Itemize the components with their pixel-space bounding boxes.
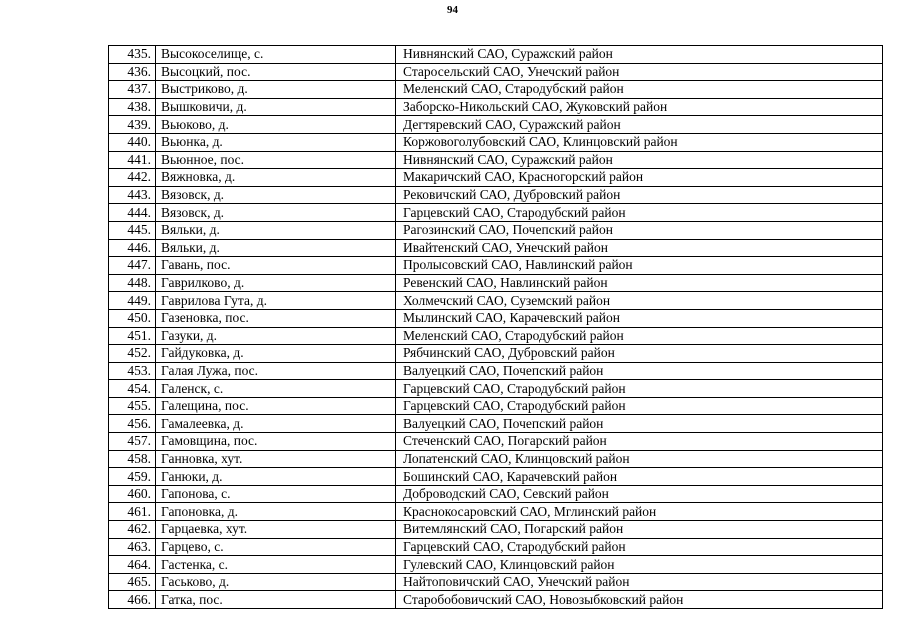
row-number: 456. — [109, 415, 156, 433]
row-number: 464. — [109, 556, 156, 574]
row-number: 466. — [109, 591, 156, 609]
settlement-name: Галещина, пос. — [156, 397, 396, 415]
page-number: 94 — [447, 4, 458, 16]
table-row — [109, 362, 883, 380]
administrative-unit: Гарцевский САО, Стародубский район — [396, 538, 883, 556]
row-number: 447. — [109, 257, 156, 275]
row-number: 457. — [109, 433, 156, 451]
settlement-name: Высокоселище, с. — [156, 46, 396, 64]
administrative-unit: Рябчинский САО, Дубровский район — [396, 345, 883, 363]
settlement-name: Гайдуковка, д. — [156, 345, 396, 363]
table-row — [109, 186, 883, 204]
table-row — [109, 274, 883, 292]
administrative-unit: Гарцевский САО, Стародубский район — [396, 397, 883, 415]
settlement-name: Вязовск, д. — [156, 204, 396, 222]
row-number: 452. — [109, 345, 156, 363]
row-number: 446. — [109, 239, 156, 257]
administrative-unit: Нивнянский САО, Суражский район — [396, 46, 883, 64]
table-row — [109, 169, 883, 187]
row-number: 436. — [109, 63, 156, 81]
table-row — [109, 46, 883, 64]
settlements-table — [108, 45, 883, 609]
table-row — [109, 556, 883, 574]
settlement-name: Газеновка, пос. — [156, 309, 396, 327]
settlement-name: Вьюково, д. — [156, 116, 396, 134]
row-number: 443. — [109, 186, 156, 204]
row-number: 462. — [109, 521, 156, 539]
settlement-name: Гастенка, с. — [156, 556, 396, 574]
administrative-unit: Рековичский САО, Дубровский район — [396, 186, 883, 204]
settlement-name: Выстриково, д. — [156, 81, 396, 99]
row-number: 451. — [109, 327, 156, 345]
settlement-name: Гамалеевка, д. — [156, 415, 396, 433]
table-row — [109, 397, 883, 415]
row-number: 435. — [109, 46, 156, 64]
administrative-unit: Ревенский САО, Навлинский район — [396, 274, 883, 292]
row-number: 453. — [109, 362, 156, 380]
administrative-unit: Холмечский САО, Суземский район — [396, 292, 883, 310]
administrative-unit: Меленский САО, Стародубский район — [396, 327, 883, 345]
settlement-name: Гарцаевка, хут. — [156, 521, 396, 539]
table-row — [109, 450, 883, 468]
administrative-unit: Валуецкий САО, Почепский район — [396, 362, 883, 380]
administrative-unit: Гарцевский САО, Стародубский район — [396, 204, 883, 222]
table-row — [109, 345, 883, 363]
row-number: 463. — [109, 538, 156, 556]
administrative-unit: Старосельский САО, Унечский район — [396, 63, 883, 81]
settlement-name: Ганновка, хут. — [156, 450, 396, 468]
row-number: 459. — [109, 468, 156, 486]
table-row — [109, 415, 883, 433]
row-number: 438. — [109, 98, 156, 116]
table-row — [109, 221, 883, 239]
administrative-unit: Лопатенский САО, Клинцовский район — [396, 450, 883, 468]
row-number: 465. — [109, 573, 156, 591]
row-number: 448. — [109, 274, 156, 292]
row-number: 449. — [109, 292, 156, 310]
settlement-name: Вышковичи, д. — [156, 98, 396, 116]
administrative-unit: Гарцевский САО, Стародубский район — [396, 380, 883, 398]
row-number: 441. — [109, 151, 156, 169]
table-body — [109, 46, 883, 609]
table-row — [109, 63, 883, 81]
table-row — [109, 538, 883, 556]
settlement-name: Гавань, пос. — [156, 257, 396, 275]
row-number: 439. — [109, 116, 156, 134]
settlement-name: Гатка, пос. — [156, 591, 396, 609]
administrative-unit: Витемлянский САО, Погарский район — [396, 521, 883, 539]
administrative-unit: Доброводский САО, Севский район — [396, 485, 883, 503]
row-number: 460. — [109, 485, 156, 503]
administrative-unit: Пролысовский САО, Навлинский район — [396, 257, 883, 275]
table-row — [109, 81, 883, 99]
row-number: 445. — [109, 221, 156, 239]
row-number: 455. — [109, 397, 156, 415]
table-row — [109, 485, 883, 503]
administrative-unit: Гулевский САО, Клинцовский район — [396, 556, 883, 574]
table-row — [109, 327, 883, 345]
administrative-unit: Меленский САО, Стародубский район — [396, 81, 883, 99]
table-row — [109, 591, 883, 609]
table-row — [109, 257, 883, 275]
administrative-unit: Бошинский САО, Карачевский район — [396, 468, 883, 486]
administrative-unit: Нивнянский САО, Суражский район — [396, 151, 883, 169]
table-row — [109, 204, 883, 222]
administrative-unit: Краснокосаровский САО, Мглинский район — [396, 503, 883, 521]
settlement-name: Гапоновка, д. — [156, 503, 396, 521]
administrative-unit: Заборско-Никольский САО, Жуковский район — [396, 98, 883, 116]
settlement-name: Галая Лужа, пос. — [156, 362, 396, 380]
table-row — [109, 433, 883, 451]
settlement-name: Газуки, д. — [156, 327, 396, 345]
table-row — [109, 380, 883, 398]
table-row — [109, 521, 883, 539]
settlement-name: Гарцево, с. — [156, 538, 396, 556]
table-row — [109, 468, 883, 486]
settlement-name: Ганюки, д. — [156, 468, 396, 486]
table-row — [109, 151, 883, 169]
table-row — [109, 239, 883, 257]
settlement-name: Вяльки, д. — [156, 239, 396, 257]
settlement-name: Вяжновка, д. — [156, 169, 396, 187]
table-row — [109, 292, 883, 310]
table-row — [109, 309, 883, 327]
settlement-name: Вьюнное, пос. — [156, 151, 396, 169]
administrative-unit: Макаричский САО, Красногорский район — [396, 169, 883, 187]
row-number: 461. — [109, 503, 156, 521]
table-row — [109, 503, 883, 521]
table-row — [109, 133, 883, 151]
settlement-name: Гаврилова Гута, д. — [156, 292, 396, 310]
settlement-name: Вяльки, д. — [156, 221, 396, 239]
row-number: 458. — [109, 450, 156, 468]
administrative-unit: Старобобовичский САО, Новозыбковский район — [396, 591, 883, 609]
row-number: 442. — [109, 169, 156, 187]
settlement-name: Гапонова, с. — [156, 485, 396, 503]
row-number: 444. — [109, 204, 156, 222]
administrative-unit: Коржовоголубовский САО, Клинцовский район — [396, 133, 883, 151]
row-number: 450. — [109, 309, 156, 327]
settlement-name: Галенск, с. — [156, 380, 396, 398]
table-row — [109, 98, 883, 116]
administrative-unit: Мылинский САО, Карачевский район — [396, 309, 883, 327]
settlement-name: Высоцкий, пос. — [156, 63, 396, 81]
settlement-name: Гаськово, д. — [156, 573, 396, 591]
row-number: 440. — [109, 133, 156, 151]
table-row — [109, 116, 883, 134]
settlement-name: Вязовск, д. — [156, 186, 396, 204]
administrative-unit: Рагозинский САО, Почепский район — [396, 221, 883, 239]
table-row — [109, 573, 883, 591]
administrative-unit: Дегтяревский САО, Суражский район — [396, 116, 883, 134]
settlement-name: Гамовщина, пос. — [156, 433, 396, 451]
settlement-name: Вьюнка, д. — [156, 133, 396, 151]
row-number: 454. — [109, 380, 156, 398]
administrative-unit: Найтоповичский САО, Унечский район — [396, 573, 883, 591]
administrative-unit: Стеченский САО, Погарский район — [396, 433, 883, 451]
settlement-name: Гаврилково, д. — [156, 274, 396, 292]
administrative-unit: Ивайтенский САО, Унечский район — [396, 239, 883, 257]
row-number: 437. — [109, 81, 156, 99]
administrative-unit: Валуецкий САО, Почепский район — [396, 415, 883, 433]
